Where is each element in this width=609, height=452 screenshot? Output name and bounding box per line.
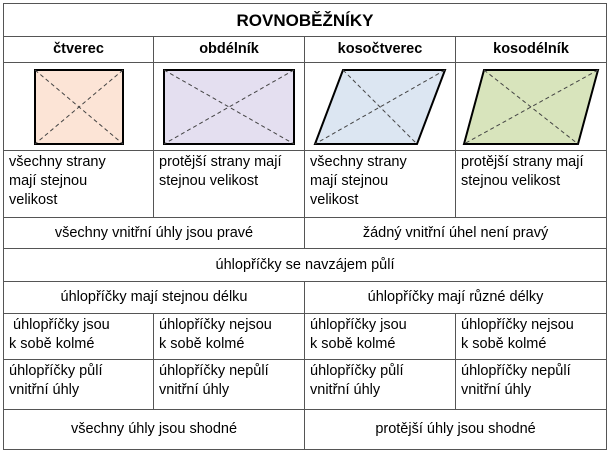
square-shape: [29, 66, 129, 148]
rhomboid-shape: [460, 66, 602, 148]
table-title: ROVNOBĚŽNÍKY: [4, 4, 607, 37]
perpendicular-rhombus: úhlopříčky jsou k sobě kolmé: [305, 314, 456, 360]
perpendicular-square: úhlopříčky jsou k sobě kolmé: [4, 314, 154, 360]
sides-rectangle: protější strany mají stejnou velikost: [154, 151, 305, 218]
shape-cell-rhombus: [305, 63, 456, 151]
sides-rhombus: všechny strany mají stejnou velikost: [305, 151, 456, 218]
angles-not-right-text: žádný vnitřní úhel není pravý: [305, 218, 607, 249]
angles-right-text: všechny vnitřní úhly jsou pravé: [4, 218, 305, 249]
shape-cell-rhomboid: [456, 63, 607, 151]
sides-rhomboid: protější strany mají stejnou velikost: [456, 151, 607, 218]
header-rhomboid: kosodélník: [456, 37, 607, 63]
shape-cell-square: [4, 63, 154, 151]
perpendicular-rectangle: úhlopříčky nejsou k sobě kolmé: [154, 314, 305, 360]
bisect-angles-rectangle: úhlopříčky nepůlí vnitřní úhly: [154, 360, 305, 410]
diagonals-different-text: úhlopříčky mají různé délky: [305, 282, 607, 314]
header-square: čtverec: [4, 37, 154, 63]
header-rhombus: kosočtverec: [305, 37, 456, 63]
diagonals-equal-text: úhlopříčky mají stejnou délku: [4, 282, 305, 314]
bisect-angles-rhombus: úhlopříčky půlí vnitřní úhly: [305, 360, 456, 410]
shape-cell-rectangle: [154, 63, 305, 151]
sides-square: všechny strany mají stejnou velikost: [4, 151, 154, 218]
parallelograms-table-wrapper: [3, 3, 606, 449]
header-rectangle: obdélník: [154, 37, 305, 63]
perpendicular-rhomboid: úhlopříčky nejsou k sobě kolmé: [456, 314, 607, 360]
opposite-angles-equal-text: protější úhly jsou shodné: [305, 410, 607, 450]
parallelograms-table: [3, 3, 607, 450]
angles-equal-text: všechny úhly jsou shodné: [4, 410, 305, 450]
bisect-angles-square: úhlopříčky půlí vnitřní úhly: [4, 360, 154, 410]
bisect-angles-rhomboid: úhlopříčky nepůlí vnitřní úhly: [456, 360, 607, 410]
rhombus-shape: [309, 66, 451, 148]
rectangle-shape: [159, 66, 299, 148]
diagonals-bisect-text: úhlopříčky se navzájem půlí: [4, 249, 607, 282]
